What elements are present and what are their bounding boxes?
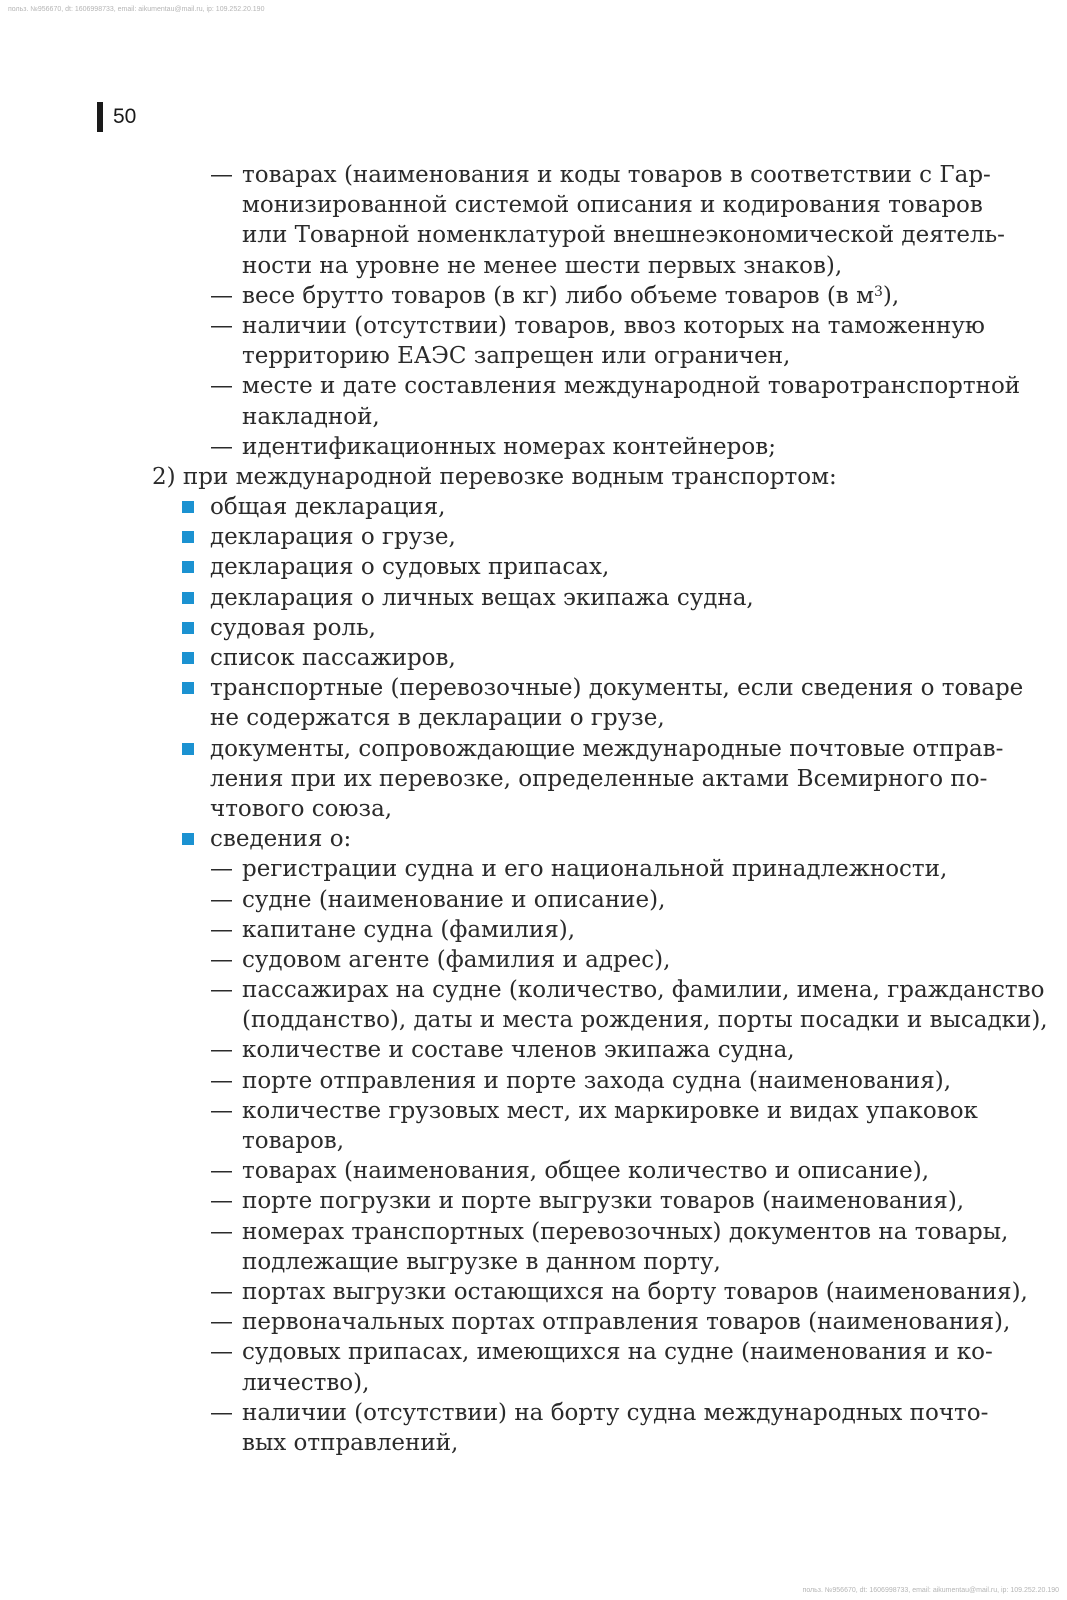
text-line (0, 311, 1067, 341)
line-text (242, 1307, 1010, 1337)
line-text (242, 1005, 1048, 1035)
dash-marker: — (210, 282, 233, 309)
text-line (0, 794, 1067, 824)
line-text-main: список пассажиров, (210, 645, 456, 671)
text-line (0, 251, 1067, 281)
line-text-main: регистрации судна и его национальной принадлежности, (242, 856, 948, 883)
line-text-main: не содержатся в декларации о грузе, (210, 705, 665, 732)
line-text-main: 2) при международной перевозке водным транспортом: (152, 463, 837, 490)
line-text-main: общая декларация, (210, 494, 446, 521)
dash-marker: — (210, 312, 233, 339)
line-text-main: накладной, (242, 403, 380, 430)
dash-marker: — (210, 946, 233, 973)
page-number-bar (97, 102, 103, 132)
square-bullet-icon (182, 501, 194, 513)
line-text-main: порте отправления и порте захода судна (наименования), (242, 1067, 952, 1094)
line-text-main: судовых припасах, имеющихся на судне (наименования и ко- (242, 1339, 993, 1366)
dash-marker: — (210, 1037, 233, 1064)
text-line (0, 371, 1067, 401)
line-text-main: идентификационных номерах контейнеров; (242, 433, 776, 460)
line-text (210, 613, 376, 643)
line-text (210, 522, 456, 552)
text-line (0, 552, 1067, 582)
line-text-main: товаров, (242, 1128, 345, 1154)
text-line (0, 1307, 1067, 1337)
text-line (0, 643, 1067, 673)
square-bullet-icon (182, 561, 194, 573)
line-text (210, 673, 1023, 703)
line-text (242, 975, 1044, 1005)
text-line (0, 432, 1067, 462)
page-number: 50 (113, 105, 137, 128)
line-text-main: вых отправлений, (242, 1429, 459, 1456)
square-bullet-icon (182, 743, 194, 755)
line-text (242, 1035, 795, 1065)
line-text (242, 1428, 458, 1458)
dash-marker: — (210, 1278, 233, 1305)
line-text (210, 824, 351, 854)
dash-marker: — (210, 1339, 233, 1366)
text-line (0, 915, 1067, 945)
text-line (0, 1368, 1067, 1398)
line-text-main: территорию ЕАЭС запрещен или ограничен, (242, 343, 791, 370)
line-text-main: документы, сопровождающие международные почтовые отправ- (210, 735, 1004, 762)
page-number-block (97, 102, 136, 132)
text-line (0, 522, 1067, 552)
line-text-main: декларация о судовых припасах, (210, 554, 610, 581)
line-text-main: судне (наименование и описание), (242, 886, 666, 913)
line-text (210, 734, 1003, 764)
line-text (242, 1277, 1028, 1307)
text-line (0, 1126, 1067, 1156)
line-text (242, 1217, 1008, 1247)
text-line (0, 945, 1067, 975)
line-text-main: первоначальных портах отправления товаров (наименования), (242, 1309, 1011, 1336)
line-text-main: весе брутто товаров (в кг) либо объеме товаров (в м (242, 282, 874, 309)
line-text-main: личество), (242, 1369, 370, 1396)
line-text (242, 432, 776, 462)
line-text (210, 703, 665, 733)
dash-marker: — (210, 1097, 233, 1124)
watermark-bottom: польз. №956670, dt: 1606998733, email: aikumentau@mail.ru, ip: 109.252.20.190 (802, 1587, 1059, 1594)
text-line (0, 341, 1067, 371)
line-text-main: декларация о грузе, (210, 524, 456, 551)
line-text-main: товарах (наименования и коды товаров в соответствии с Гар- (242, 162, 991, 188)
square-bullet-icon (182, 592, 194, 604)
square-bullet-icon (182, 531, 194, 543)
line-text (242, 1337, 993, 1367)
line-text (242, 1186, 964, 1216)
text-line (0, 1247, 1067, 1277)
dash-marker: — (210, 977, 233, 1004)
dash-marker: — (210, 856, 233, 883)
text-line (0, 190, 1067, 220)
line-text-tail: ), (882, 282, 900, 309)
dash-marker: — (210, 1158, 233, 1185)
line-text (242, 371, 1020, 401)
line-text (242, 1398, 988, 1428)
line-text (210, 794, 392, 824)
line-text (242, 402, 380, 432)
square-bullet-icon (182, 682, 194, 694)
square-bullet-icon (182, 652, 194, 664)
dash-marker: — (210, 433, 233, 460)
text-line (0, 764, 1067, 794)
line-text-main: декларация о личных вещах экипажа судна, (210, 584, 754, 611)
text-line (0, 1156, 1067, 1186)
text-line (0, 281, 1067, 311)
line-text-main: чтового союза, (210, 795, 393, 822)
line-text-main: монизированной системой описания и кодирования товаров (242, 192, 983, 219)
line-text-main: товарах (наименования, общее количество и описание), (242, 1158, 930, 1185)
dash-marker: — (210, 1399, 233, 1426)
text-line (0, 462, 1067, 492)
line-text (242, 160, 991, 190)
dash-marker: — (210, 1067, 233, 1094)
text-line (0, 613, 1067, 643)
line-text (242, 220, 1005, 250)
text-line (0, 703, 1067, 733)
text-line (0, 824, 1067, 854)
line-text-main: номерах транспортных (перевозочных) документов на товары, (242, 1218, 1009, 1245)
line-text-main: ности на уровне не менее шести первых знаков), (242, 252, 843, 279)
text-line (0, 975, 1067, 1005)
line-text-main: наличии (отсутствии) товаров, ввоз которых на таможенную (242, 312, 985, 339)
superscript: 3 (873, 283, 883, 300)
text-line (0, 402, 1067, 432)
text-line (0, 1428, 1067, 1458)
body-text (0, 160, 1067, 1458)
line-text (242, 311, 985, 341)
watermark-top: польз. №956670, dt: 1606998733, email: aikumentau@mail.ru, ip: 109.252.20.190 (8, 6, 265, 13)
line-text (210, 643, 456, 673)
text-line (0, 1398, 1067, 1428)
text-line (0, 220, 1067, 250)
line-text-main: сведения о: (210, 826, 352, 853)
line-text (210, 764, 987, 794)
dash-marker: — (210, 916, 233, 943)
line-text (210, 492, 445, 522)
text-line (0, 1186, 1067, 1216)
line-text-main: судовом агенте (фамилия и адрес), (242, 946, 671, 973)
line-text-main: наличии (отсутствии) на борту судна международных почто- (242, 1399, 989, 1426)
line-text-main: капитане судна (фамилия), (242, 916, 576, 943)
line-text-main: (подданство), даты и места рождения, порты посадки и высадки), (242, 1007, 1048, 1034)
text-line (0, 885, 1067, 915)
text-line (0, 583, 1067, 613)
line-text (210, 552, 609, 582)
line-text (242, 1156, 929, 1186)
square-bullet-icon (182, 833, 194, 845)
line-text (242, 281, 899, 311)
text-line (0, 1337, 1067, 1367)
line-text (152, 462, 837, 492)
dash-marker: — (210, 1309, 233, 1336)
line-text (242, 885, 665, 915)
line-text-main: подлежащие выгрузке в данном порту, (242, 1248, 721, 1275)
line-text (242, 341, 790, 371)
line-text (242, 945, 670, 975)
line-text-main: транспортные (перевозочные) документы, если сведения о товаре (210, 675, 1024, 702)
line-text-main: количестве и составе членов экипажа судна, (242, 1037, 795, 1064)
text-line (0, 1217, 1067, 1247)
dash-marker: — (210, 373, 233, 400)
line-text (242, 1126, 344, 1156)
dash-marker: — (210, 886, 233, 913)
line-text (242, 1247, 721, 1277)
line-text-main: портах выгрузки остающихся на борту товаров (наименования), (242, 1278, 1028, 1305)
text-line (0, 1066, 1067, 1096)
line-text (210, 583, 754, 613)
line-text (242, 854, 947, 884)
text-line (0, 854, 1067, 884)
line-text (242, 1096, 978, 1126)
text-line (0, 1096, 1067, 1126)
square-bullet-icon (182, 622, 194, 634)
line-text-main: ления при их перевозке, определенные актами Всемирного по- (210, 765, 988, 792)
line-text (242, 1368, 369, 1398)
line-text-main: или Товарной номенклатурой внешнеэкономической деятель- (242, 222, 1005, 249)
line-text-main: количестве грузовых мест, их маркировке и видах упаковок (242, 1097, 978, 1124)
text-line (0, 1035, 1067, 1065)
text-line (0, 1005, 1067, 1035)
line-text-main: судовая роль, (210, 614, 376, 641)
text-line (0, 734, 1067, 764)
dash-marker: — (210, 1188, 233, 1215)
line-text (242, 915, 575, 945)
line-text (242, 190, 983, 220)
line-text-main: пассажирах на судне (количество, фамилии, имена, гражданство (242, 977, 1045, 1004)
dash-marker: — (210, 1218, 233, 1245)
dash-marker: — (210, 162, 233, 188)
text-line (0, 492, 1067, 522)
text-line (0, 673, 1067, 703)
line-text (242, 251, 842, 281)
text-line (0, 160, 1067, 190)
line-text (242, 1066, 951, 1096)
text-line (0, 1277, 1067, 1307)
line-text-main: месте и дате составления международной товаротранспортной (242, 373, 1021, 400)
line-text-main: порте погрузки и порте выгрузки товаров (наименования), (242, 1188, 965, 1215)
